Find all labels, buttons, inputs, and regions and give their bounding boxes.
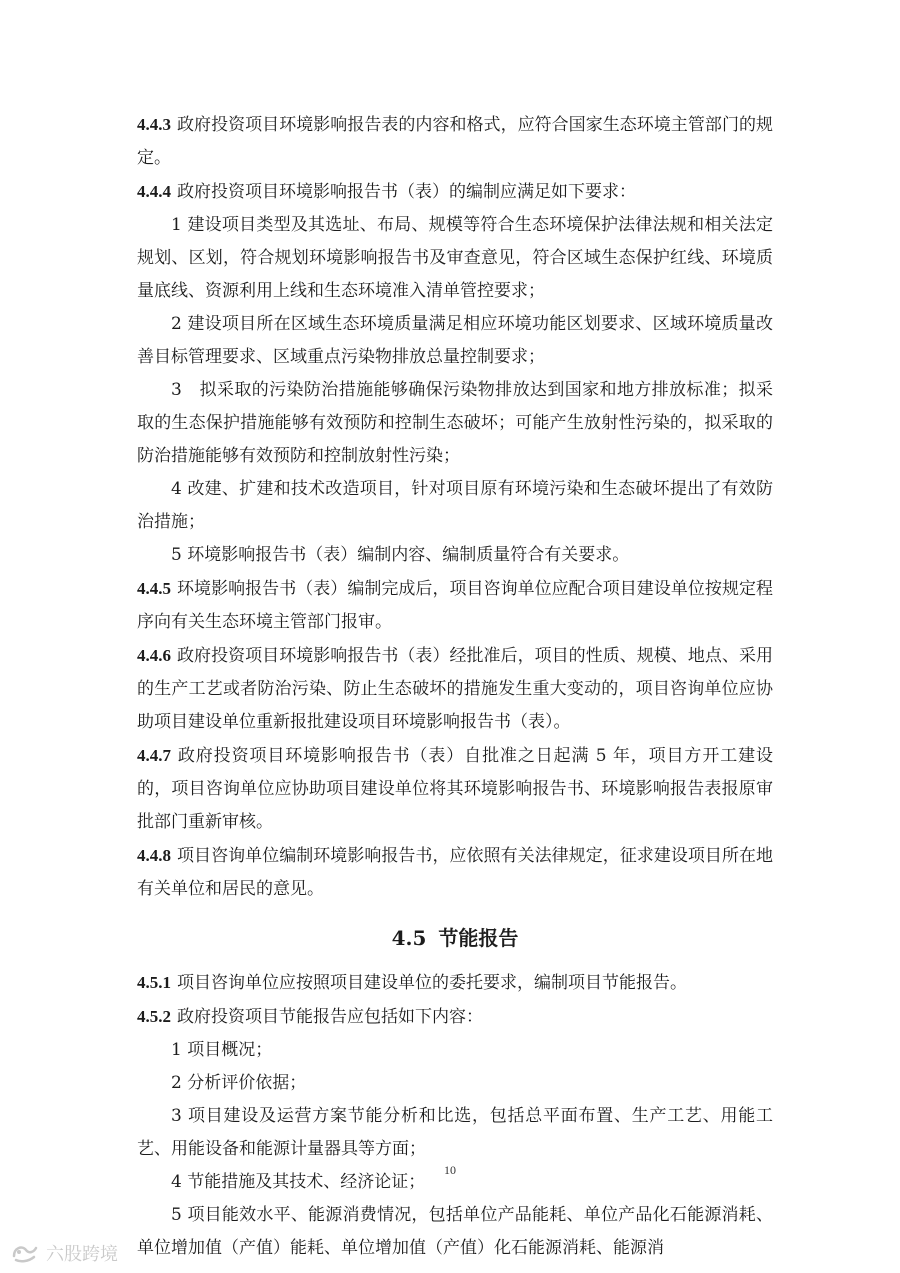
clause-text: 政府投资项目环境影响报告书（表）的编制应满足如下要求： [177, 182, 636, 202]
clause-number: 4.4.7 [137, 746, 171, 765]
clause-number: 4.5.1 [137, 973, 171, 992]
list-item: 1 项目概况； [171, 1040, 273, 1060]
clause-4-4-7 [137, 739, 773, 839]
list-item: 4 节能措施及其技术、经济论证； [171, 1172, 426, 1192]
clause-number: 4.5.2 [137, 1007, 171, 1026]
clause-4-4-5 [137, 572, 773, 639]
clause-text: 政府投资项目节能报告应包括如下内容： [177, 1007, 483, 1027]
section-title: 节能报告 [438, 926, 519, 950]
section-heading-4-5 [137, 920, 773, 956]
clause-4-4-8 [137, 839, 773, 906]
clause-text: 环境影响报告书（表）编制完成后，项目咨询单位应配合项目建设单位按规定程序向有关生态环境主管部门报审。 [137, 579, 773, 632]
clause-number: 4.4.8 [137, 846, 171, 865]
clause-number: 4.4.5 [137, 579, 171, 598]
list-item: 1 建设项目类型及其选址、布局、规模等符合生态环境保护法律法规和相关法定规划、区划，符合规划环境影响报告书及审查意见，符合区域生态保护红线、环境质量底线、资源利用上线和生态环境准入清单管控要求； [137, 215, 773, 301]
list-item: 2 建设项目所在区域生态环境质量满足相应环境功能区划要求、区域环境质量改善目标管理要求、区域重点污染物排放总量控制要求； [137, 314, 773, 367]
section-number: 4.5 [391, 926, 427, 950]
clause-4-5-2 [137, 1000, 773, 1034]
clause-number: 4.4.3 [137, 115, 171, 134]
logo-mark-icon [10, 1242, 40, 1264]
clause-4-4-3 [137, 108, 773, 175]
clause-text: 政府投资项目环境影响报告书（表）经批准后，项目的性质、规模、地点、采用的生产工艺或者防治污染、防止生态破坏的措施发生重大变动的，项目咨询单位应协助项目建设单位重新报批建设项目环境影响报告书（表）。 [137, 646, 773, 732]
page-number: 10 [444, 1163, 456, 1177]
list-item: 4 改建、扩建和技术改造项目，针对项目原有环境污染和生态破坏提出了有效防治措施； [137, 479, 773, 532]
clause-number: 4.4.6 [137, 646, 171, 665]
list-item: 5 项目能效水平、能源消费情况，包括单位产品能耗、单位产品化石能源消耗、单位增加值（产值）能耗、单位增加值（产值）化石能源消耗、能源消 [137, 1205, 773, 1258]
list-item: 3 拟采取的污染防治措施能够确保污染物排放达到国家和地方排放标准；拟采取的生态保护措施能够有效预防和控制生态破坏；可能产生放射性污染的，拟采取的防治措施能够有效预防和控制放射性污染； [137, 380, 773, 466]
clause-text: 政府投资项目环境影响报告表的内容和格式，应符合国家生态环境主管部门的规定。 [137, 115, 773, 168]
clause-text: 政府投资项目环境影响报告书（表）自批准之日起满 5 年，项目方开工建设的，项目咨询单位应协助项目建设单位将其环境影响报告书、环境影响报告表报原审批部门重新审核。 [137, 746, 773, 832]
clause-4-4-4 [137, 175, 773, 209]
watermark-text: 六股跨境 [46, 1244, 118, 1265]
list-item: 5 环境影响报告书（表）编制内容、编制质量符合有关要求。 [171, 545, 630, 565]
clause-4-4-6 [137, 639, 773, 739]
list-item: 3 项目建设及运营方案节能分析和比选，包括总平面布置、生产工艺、用能工艺、用能设备和能源计量器具等方面； [137, 1106, 773, 1159]
page-body [137, 108, 773, 1265]
watermark [10, 1240, 118, 1266]
clause-text: 项目咨询单位编制环境影响报告书，应依照有关法律规定，征求建设项目所在地有关单位和居民的意见。 [137, 846, 773, 899]
clause-4-5-1 [137, 966, 773, 1000]
clause-text: 项目咨询单位应按照项目建设单位的委托要求，编制项目节能报告。 [177, 973, 687, 993]
clause-number: 4.4.4 [137, 182, 171, 201]
list-item: 2 分析评价依据； [171, 1073, 307, 1093]
